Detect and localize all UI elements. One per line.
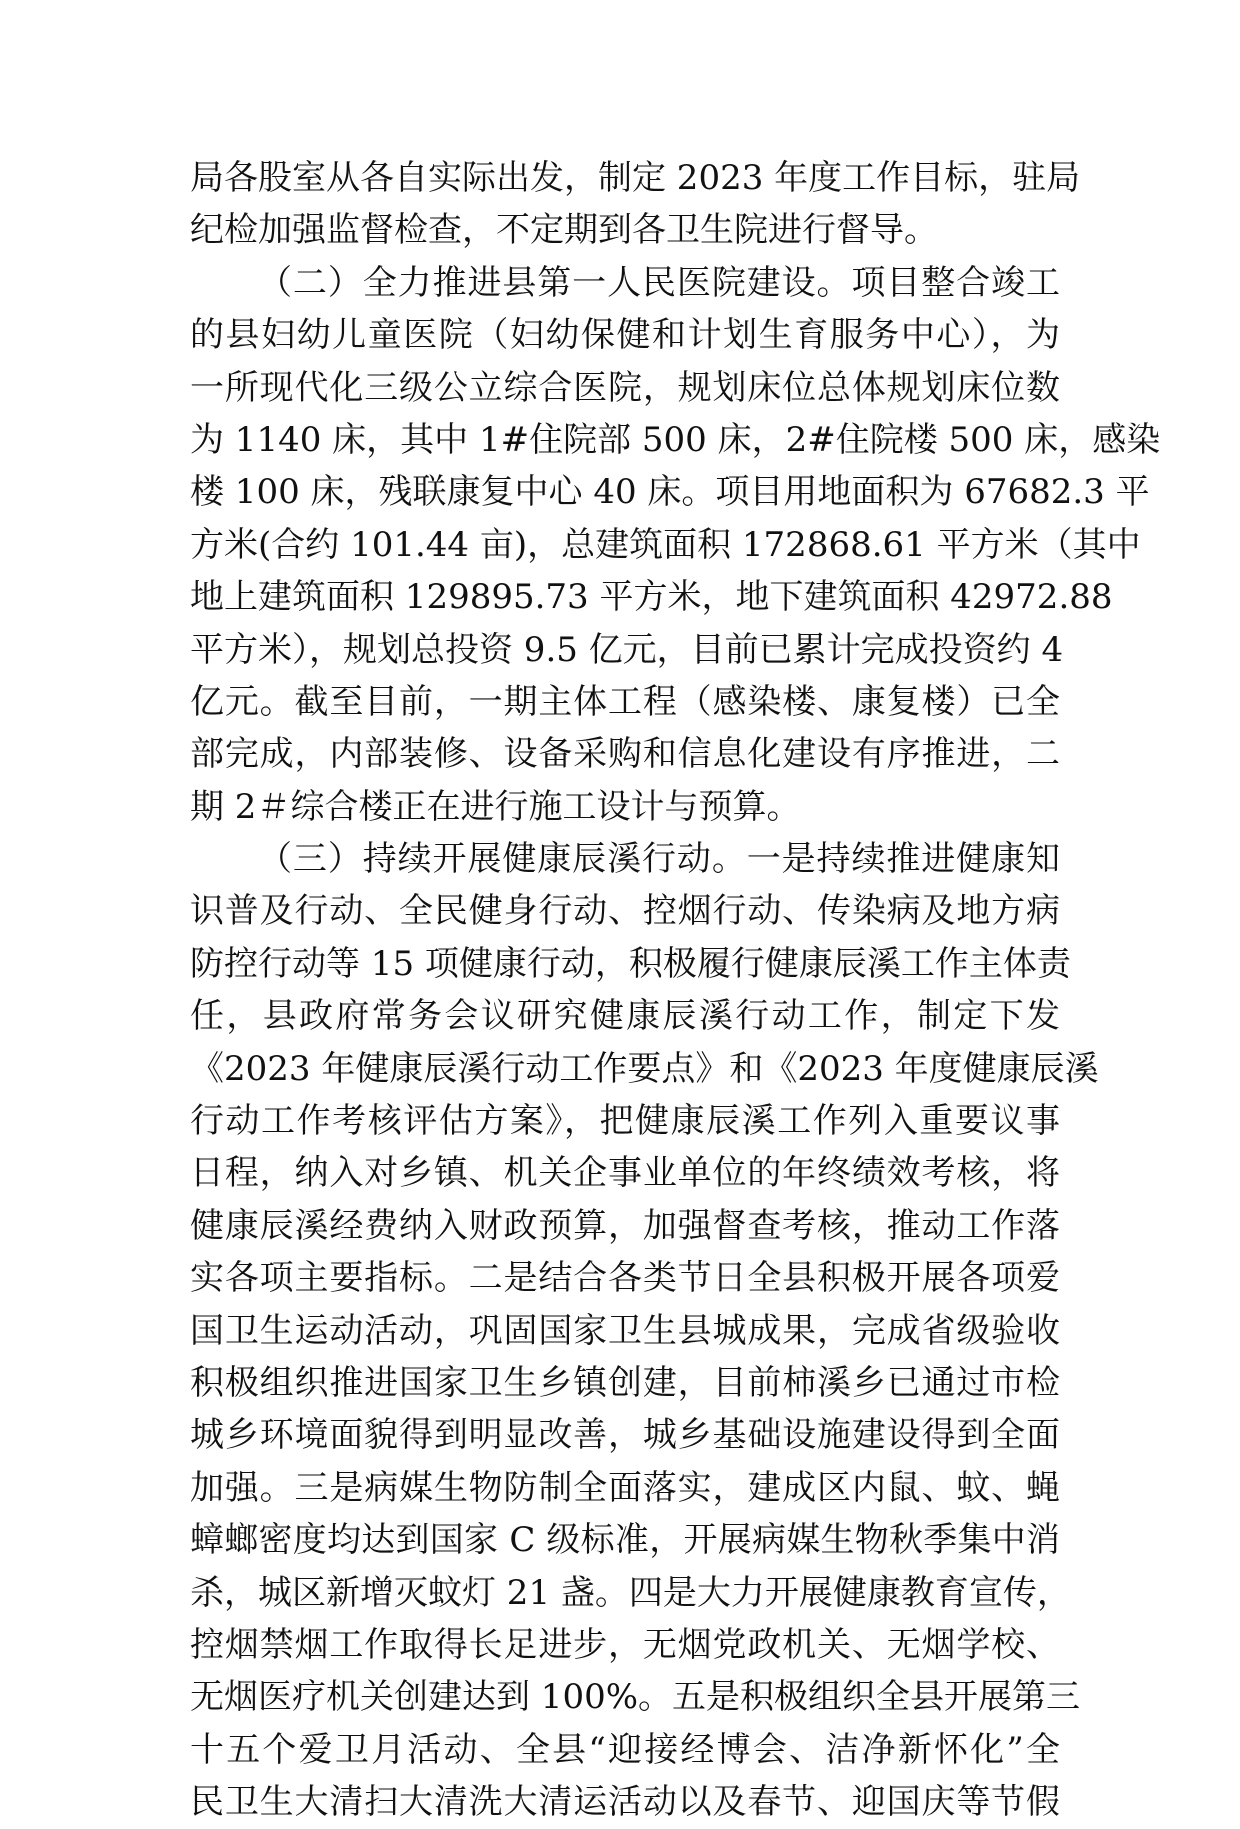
text-line: 城乡环境面貌得到明显改善，城乡基础设施建设得到全面 [190,1415,1060,1456]
text-line: 识普及行动、全民健身行动、控烟行动、传染病及地方病 [190,891,1060,932]
text-line: 日程，纳入对乡镇、机关企事业单位的年终绩效考核，将 [190,1153,1060,1194]
text-line: 任，县政府常务会议研究健康辰溪行动工作，制定下发 [190,996,1060,1037]
text-line: 的县妇幼儿童医院（妇幼保健和计划生育服务中心），为 [190,315,1060,356]
text-line: 加强。三是病媒生物防制全面落实，建成区内鼠、蚊、蝇 [190,1467,1060,1508]
text-line: 控烟禁烟工作取得长足进步，无烟党政机关、无烟学校、 [190,1624,1060,1665]
section-heading-line-3: （三）持续开展健康辰溪行动。一是持续推进健康知 [258,839,1060,880]
text-line: 蟑螂密度均达到国家 C 级标准，开展病媒生物秋季集中消 [190,1520,1060,1561]
text-line: 健康辰溪经费纳入财政预算，加强督查考核，推动工作落 [190,1205,1060,1246]
body-text [190,152,1161,1829]
text-line: 平方米），规划总投资 9.5 亿元，目前已累计完成投资约 4 [190,629,1064,670]
text-line: 十五个爱卫月活动、全县“迎接经博会、洁净新怀化”全 [190,1729,1060,1770]
paragraph-end-line: 纪检加强监督检查，不定期到各卫生院进行督导。 [190,210,938,251]
text-line: 无烟医疗机关创建达到 100%。五是积极组织全县开展第三 [190,1677,1081,1718]
text-line: 《2023 年健康辰溪行动工作要点》和《2023 年度健康辰溪 [190,1048,1099,1089]
text-line: 行动工作考核评估方案》，把健康辰溪工作列入重要议事 [190,1101,1060,1142]
text-line: 地上建筑面积 129895.73 平方米，地下建筑面积 42972.88 [190,577,1113,618]
text-line: 实各项主要指标。二是结合各类节日全县积极开展各项爱 [190,1258,1060,1299]
text-line: 亿元。截至目前，一期主体工程（感染楼、康复楼）已全 [190,681,1060,722]
text-line: 部完成，内部装修、设备采购和信息化建设有序推进，二 [190,734,1060,775]
text-line: 一所现代化三级公立综合医院，规划床位总体规划床位数 [190,367,1060,408]
section-heading-line-2: （二）全力推进县第一人民医院建设。项目整合竣工 [258,262,1060,303]
text-line: 国卫生运动活动，巩固国家卫生县城成果，完成省级验收 [190,1310,1060,1351]
text-line: 积极组织推进国家卫生乡镇创建，目前柿溪乡已通过市检 [190,1362,1060,1403]
text-line: 防控行动等 15 项健康行动，积极履行健康辰溪工作主体责 [190,943,1071,984]
text-line: 杀，城区新增灭蚊灯 21 盏。四是大力开展健康教育宣传， [190,1572,1071,1613]
paragraph-end-line: 期 2＃综合楼正在进行施工设计与预算。 [190,786,801,827]
text-line: 为 1140 床，其中 1#住院部 500 床，2#住院楼 500 床，感染 [190,419,1161,460]
text-line: 局各股室从各自实际出发，制定 2023 年度工作目标，驻局 [190,158,1081,198]
text-line: 楼 100 床，残联康复中心 40 床。项目用地面积为 67682.3 平 [190,472,1150,513]
text-line: 方米(合约 101.44 亩)，总建筑面积 172868.61 平方米（其中 [190,524,1141,565]
text-line: 民卫生大清扫大清洗大清运活动以及春节、迎国庆等节假 [190,1782,1060,1823]
